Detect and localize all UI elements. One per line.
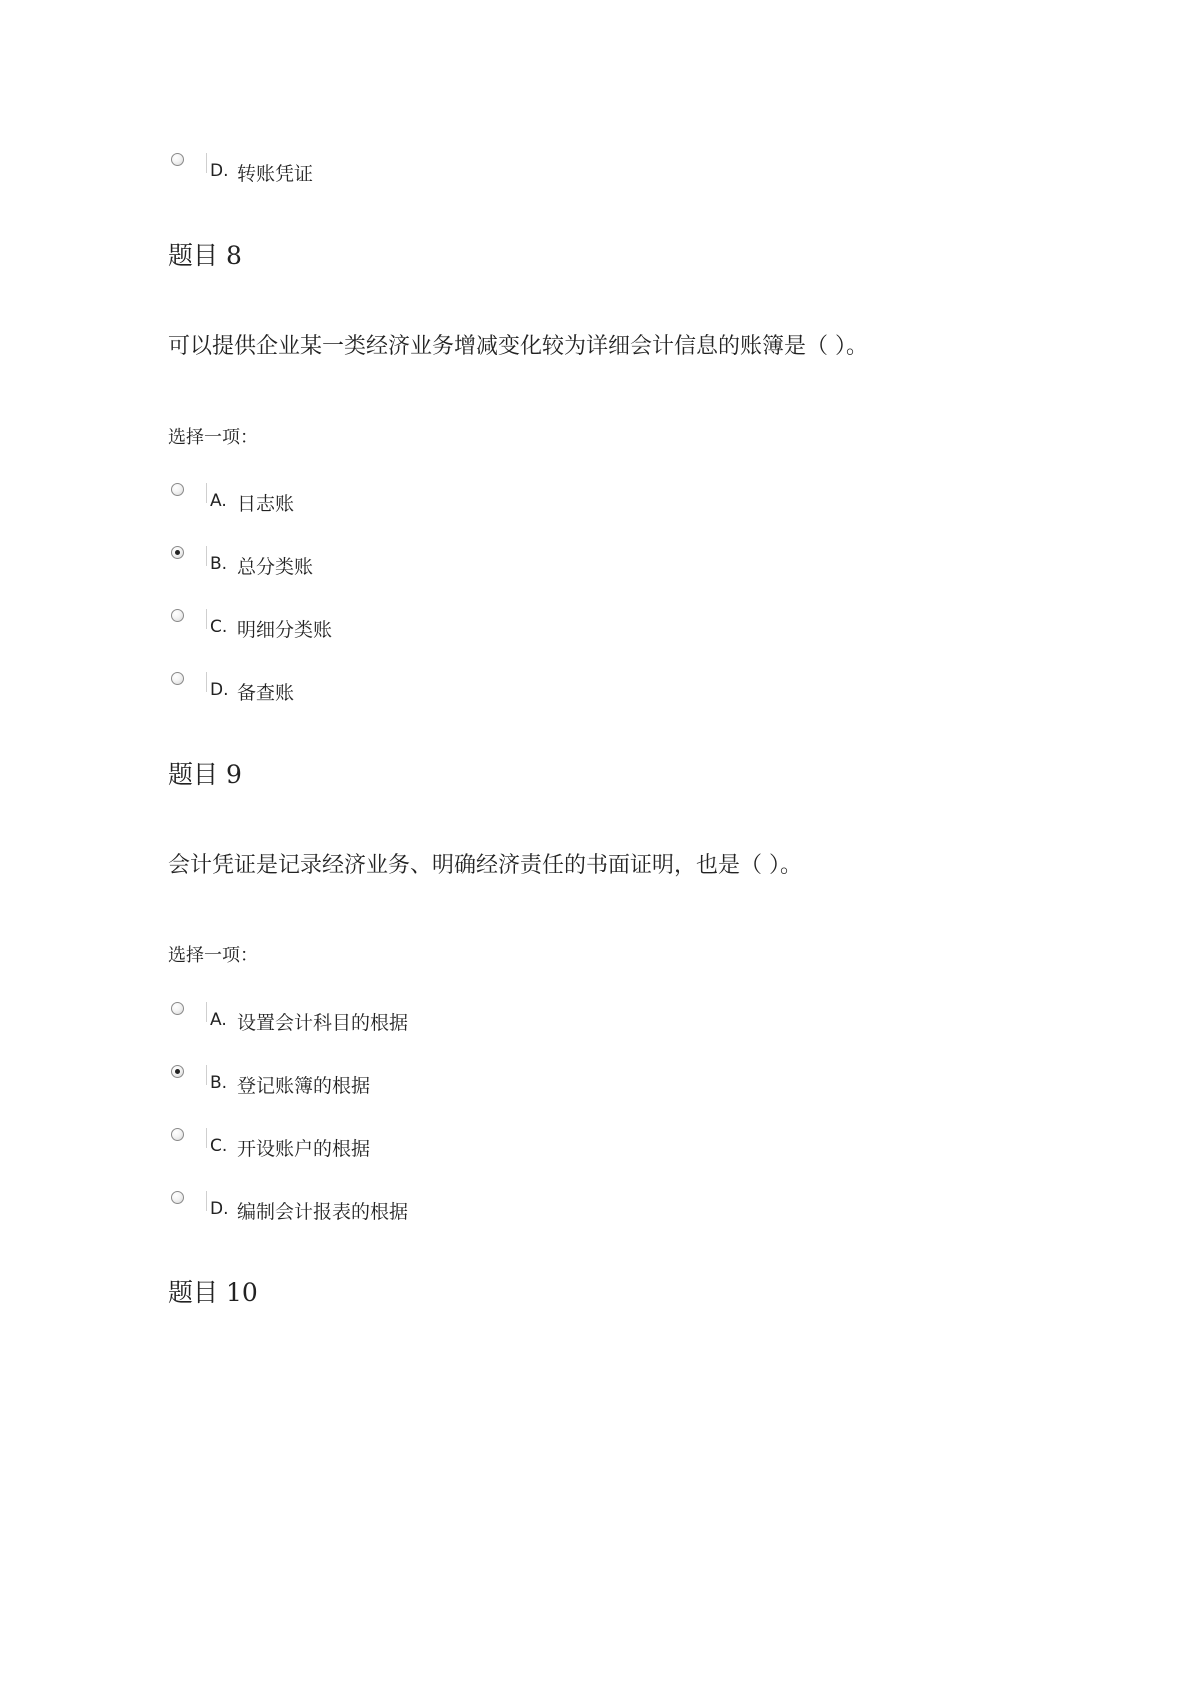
choose-one-prompt: 选择一项： [168,427,258,448]
radio-button-selected[interactable] [171,1065,184,1078]
option-letter: D. [210,1199,229,1219]
choose-one-prompt: 选择一项： [168,945,258,966]
divider [206,1128,207,1148]
option-text: 转账凭证 [237,163,314,185]
question-text: 会计凭证是记录经济业务、明确经济责任的书面证明，也是（ ）。 [168,853,802,878]
divider [206,1191,207,1211]
option-letter: C. [210,1136,228,1156]
option-text: 总分类账 [237,556,314,578]
question-text: 可以提供企业某一类经济业务增减变化较为详细会计信息的账簿是（ ）。 [168,334,868,359]
radio-button[interactable] [171,1002,184,1015]
option-letter: D. [210,680,229,700]
radio-button[interactable] [171,483,184,496]
divider [206,153,207,173]
option-text: 设置会计科目的根据 [237,1012,409,1034]
option-letter: A. [210,491,227,511]
option-text: 备查账 [237,682,295,704]
option-letter: B. [210,554,228,574]
divider [206,672,207,692]
radio-button[interactable] [171,153,184,166]
divider [206,609,207,629]
option-letter: D. [210,161,229,181]
divider [206,483,207,503]
option-letter: C. [210,617,228,637]
option-text: 登记账簿的根据 [237,1075,371,1097]
divider [206,1002,207,1022]
option-letter: A. [210,1010,227,1030]
option-letter: B. [210,1073,228,1093]
divider [206,546,207,566]
divider [206,1065,207,1085]
radio-button-selected[interactable] [171,546,184,559]
question-heading: 题目 9 [168,760,242,789]
question-heading: 题目 8 [168,241,242,270]
radio-button[interactable] [171,1191,184,1204]
option-text: 明细分类账 [237,619,333,641]
option-text: 日志账 [237,493,295,515]
option-text: 开设账户的根据 [237,1138,371,1160]
radio-button[interactable] [171,672,184,685]
option-text: 编制会计报表的根据 [237,1201,409,1223]
radio-button[interactable] [171,609,184,622]
question-heading: 题目 10 [168,1278,258,1307]
radio-button[interactable] [171,1128,184,1141]
